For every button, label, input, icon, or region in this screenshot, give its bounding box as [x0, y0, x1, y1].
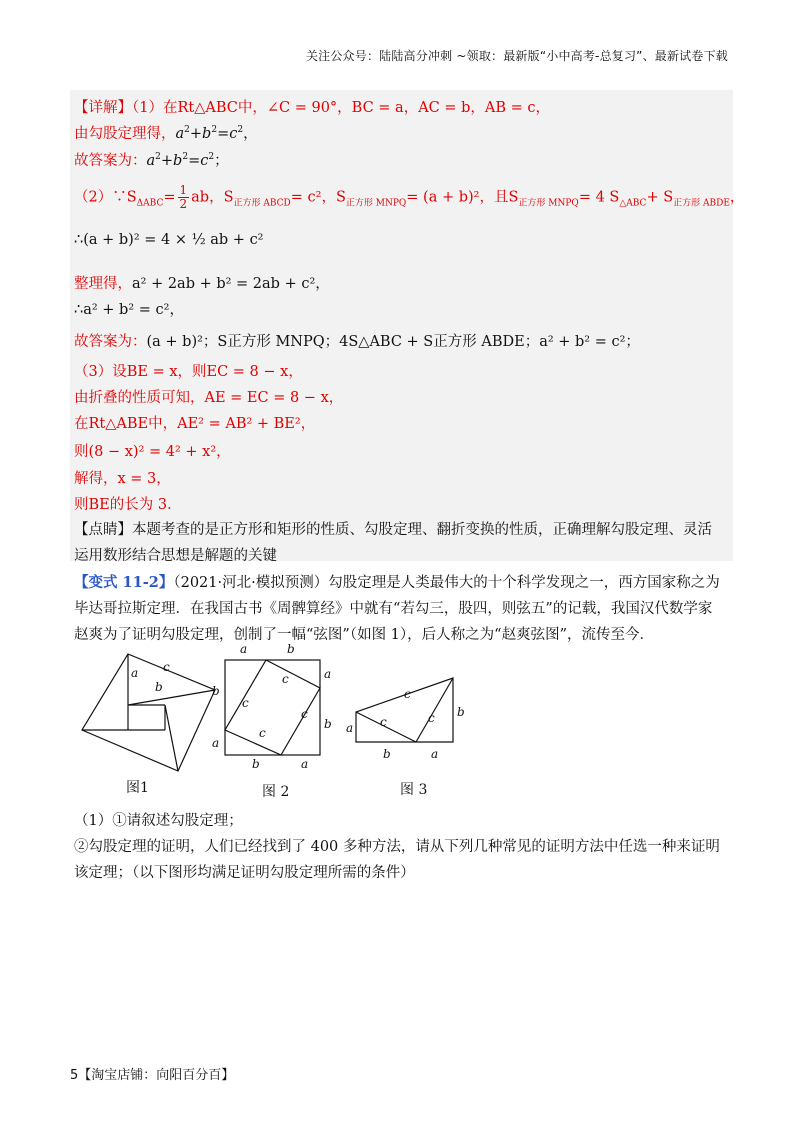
fig3-label-a: a [346, 721, 354, 735]
problem-body: （2021·河北·模拟预测）勾股定理是人类最伟大的十个科学发现之一，西方国家称之为毕达哥拉斯定理．在我国古书《周髀算经》中就有“若勾三，股四，则弦五”的记载，我国汉代数学家赵爽为了证明勾股定理，创制了一幅“弦图”（如图 1），后人称之为“赵爽弦图”，流传至今． [74, 575, 720, 643]
solution-line-6: 整理得，a² + 2ab + b² = 2ab + c²， [74, 276, 330, 292]
fig2-label-b-right: b [324, 717, 332, 731]
solution-line-7: ∴a² + b² = c²， [74, 302, 184, 318]
fig3-label-c-2: c [380, 715, 387, 729]
fig2-label-c-1: c [282, 672, 289, 686]
fig2-label-c-4: c [259, 726, 266, 740]
solution-line-10: 由折叠的性质可知，AE = EC = 8 − x， [74, 390, 344, 406]
figure-2-caption: 图 2 [262, 784, 290, 800]
solution-line-8: 故答案为：(a + b)²；S正方形 MNPQ；4S△ABC + S正方形 ABDE；a² + b² = c²； [74, 334, 640, 350]
fig3-label-b-bottom: b [383, 747, 391, 761]
fig3-label-b-right: b [457, 705, 465, 719]
solution-line-4: $(2)\because S_{\Delta ABC}=$ $\frac{1}{2}$ ab，$S_{正方形 ABCD}= c^2$，$S_{正方形 MNPQ}= (a + b)^2$，且$S_{正方形 MNPQ}= 4$ $S_{\triangle ABC}+ S_{正方形 ABDE}$， [74, 183, 745, 211]
page-header: 关注公众号：陆陆高分冲刺 ~领取：最新版“小中高考-总复习”、最新试卷下载 [305, 49, 728, 63]
solution-line-2: 由勾股定理得，$a^2+b^2=c^2$， [74, 125, 258, 142]
fig2-label-b-bottom: b [252, 757, 260, 771]
solution-line-5: ∴(a + b)² = 4 × ½ ab + c² [74, 232, 264, 248]
solution-line-13: 解得，x = 3， [74, 471, 171, 487]
figure-3-caption: 图 3 [400, 782, 428, 798]
fig2-label-c-2: c [242, 696, 249, 710]
fig2-label-b-top: b [287, 642, 295, 656]
fig2-label-a-top: a [240, 642, 248, 656]
fig2-label-a-right: a [324, 667, 332, 681]
problem-text [74, 570, 726, 648]
solution-line-11: 在Rt△ABE中，AE² = AB² + BE²， [74, 416, 316, 432]
fig2-label-a-bottom: a [301, 757, 309, 771]
solution-line-3: 故答案为：$a^2+b^2=c^2$； [74, 152, 229, 169]
question-2: ②勾股定理的证明，人们已经找到了 400 多种方法，请从下列几种常见的证明方法中任选一种来证明该定理；（以下图形均满足证明勾股定理所需的条件） [74, 839, 720, 881]
fig3-label-c-3: c [428, 711, 435, 725]
page-footer: 5【淘宝店铺：向阳百分百】 [70, 1068, 235, 1083]
figures-svg [70, 640, 490, 800]
solution-line-14: 则BE的长为 3． [74, 497, 182, 513]
figure-1-zhao-shuang-diagram [82, 654, 215, 771]
fig2-label-c-3: c [301, 707, 308, 721]
problem-tag: 【变式 11-2】 [74, 574, 174, 591]
fig1-label-a: a [131, 666, 139, 680]
fig3-label-c-1: c [404, 687, 411, 701]
fig3-label-a-bottom: a [431, 747, 439, 761]
solution-line-1: 【详解】（1）在Rt△ABC中，∠C = 90°，BC = a，AC = b，AB = c， [74, 100, 551, 116]
fig1-label-c: c [163, 660, 170, 674]
fig2-label-b-left: b [212, 684, 220, 698]
solution-line-9: （3）设BE = x，则EC = 8 − x， [74, 364, 303, 380]
solution-line-12: 则(8 − x)² = 4² + x²， [74, 444, 231, 460]
fig2-label-a-left: a [212, 736, 220, 750]
question-1: （1）①请叙述勾股定理； [74, 813, 243, 829]
solution-comment: 【点睛】本题考查的是正方形和矩形的性质、勾股定理、翻折变换的性质，正确理解勾股定理、灵活运用数形结合思想是解题的关键 [74, 522, 712, 564]
fig1-label-b: b [155, 680, 163, 694]
figure-1-caption: 图1 [126, 780, 149, 796]
